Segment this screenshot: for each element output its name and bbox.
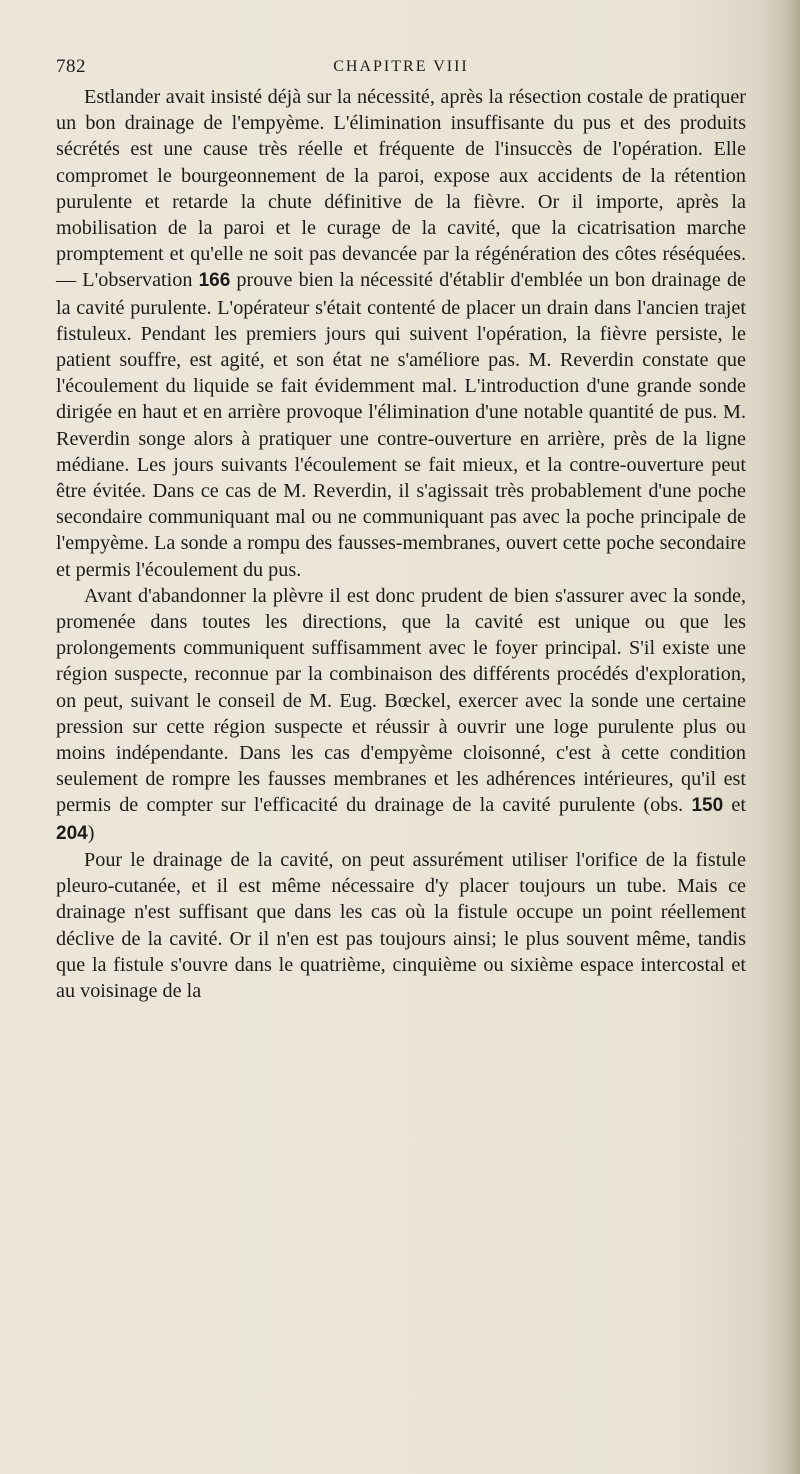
paragraph-3	[56, 847, 746, 1004]
body-text	[56, 84, 746, 1004]
paragraph-text: Estlander avait insisté déjà sur la nécessité, après la résection costale de pratiquer un bon drainage de l'empyème. L'élimination insuffisante du pus et des produits sécrétés est une cause très réelle et fréquente de l'insuccès de l'opération. Elle compromet le bourgeonnement de la paroi, expose aux accidents de la rétention purulente et retarde la chute définitive de la fièvre. Or il importe, après la mobilisation de la paroi et le curage de la cavité, que la cicatrisation marche promptement et qu'elle ne soit pas devancée par la régénération des côtes réséquées. — L'observation	[56, 86, 746, 292]
page-number: 782	[56, 56, 86, 77]
paragraph-text: Avant d'abandonner la plèvre il est donc prudent de bien s'assurer avec la sonde, promenée dans toutes les directions, que la cavité est unique ou que les prolongements communiquent suffisamment avec le foyer principal. S'il existe une région suspecte, reconnue par la combinaison des différents procédés d'exploration, on peut, suivant le conseil de M. Eug. Bœckel, exercer avec la sonde une certaine pression sur cette région suspecte et réussir à ouvrir une loge purulente plus ou moins indépendante. Dans les cas d'empyème cloisonné, c'est à cette condition seulement de rompre les fausses membranes et les adhérences intérieures, qu'il est permis de compter sur l'efficacité du drainage de la cavité purulente (obs.	[56, 584, 746, 817]
observation-ref: 150	[691, 795, 724, 817]
observation-ref: 166	[198, 270, 231, 292]
page-header	[56, 56, 746, 86]
paragraph-2	[56, 583, 746, 847]
observation-ref: 204	[56, 822, 88, 844]
paragraph-text: prouve bien la nécessité d'établir d'emblée un bon drainage de la cavité purulente. L'opérateur s'était contenté de placer un drain dans l'ancien trajet fistuleux. Pendant les premiers jours qui suivent l'opération, la fièvre persiste, le patient souffre, est agité, et son état ne s'améliore pas. M. Reverdin constate que l'écoulement du liquide se fait évidemment mal. L'introduction d'une grande sonde dirigée en haut et en arrière provoque l'élimination d'une notable quantité de pus. M. Reverdin songe alors à pratiquer une contre-ouverture en arrière, près de la ligne médiane. Les jours suivants l'écoulement se fait mieux, et la contre-ouverture peut être évitée. Dans ce cas de M. Reverdin, il s'agissait très probablement d'une poche secondaire communiquant mal ou ne communiquant pas avec la poche principale de l'empyème. La sonde a rompu des fausses-membranes, ouvert cette poche secondaire et permis l'écoulement du pus.	[56, 269, 747, 581]
paragraph-text: Pour le drainage de la cavité, on peut assurément utiliser l'orifice de la fistule pleuro-cutanée, et il est même nécessaire d'y placer toujours un tube. Mais ce drainage n'est suffisant que dans les cas où la fistule occupe un point réellement déclive de la cavité. Or il n'en est pas toujours ainsi; le plus souvent même, tandis que la fistule s'ouvre dans le quatrième, cinquième ou sixième espace intercostal et au voisinage de la	[56, 848, 746, 1002]
paragraph-text: )	[87, 821, 95, 844]
running-head: CHAPITRE VIII	[333, 58, 469, 75]
page-edge-shadow	[766, 0, 800, 1474]
paragraph-text: et	[723, 794, 747, 817]
paragraph-1	[56, 84, 746, 583]
